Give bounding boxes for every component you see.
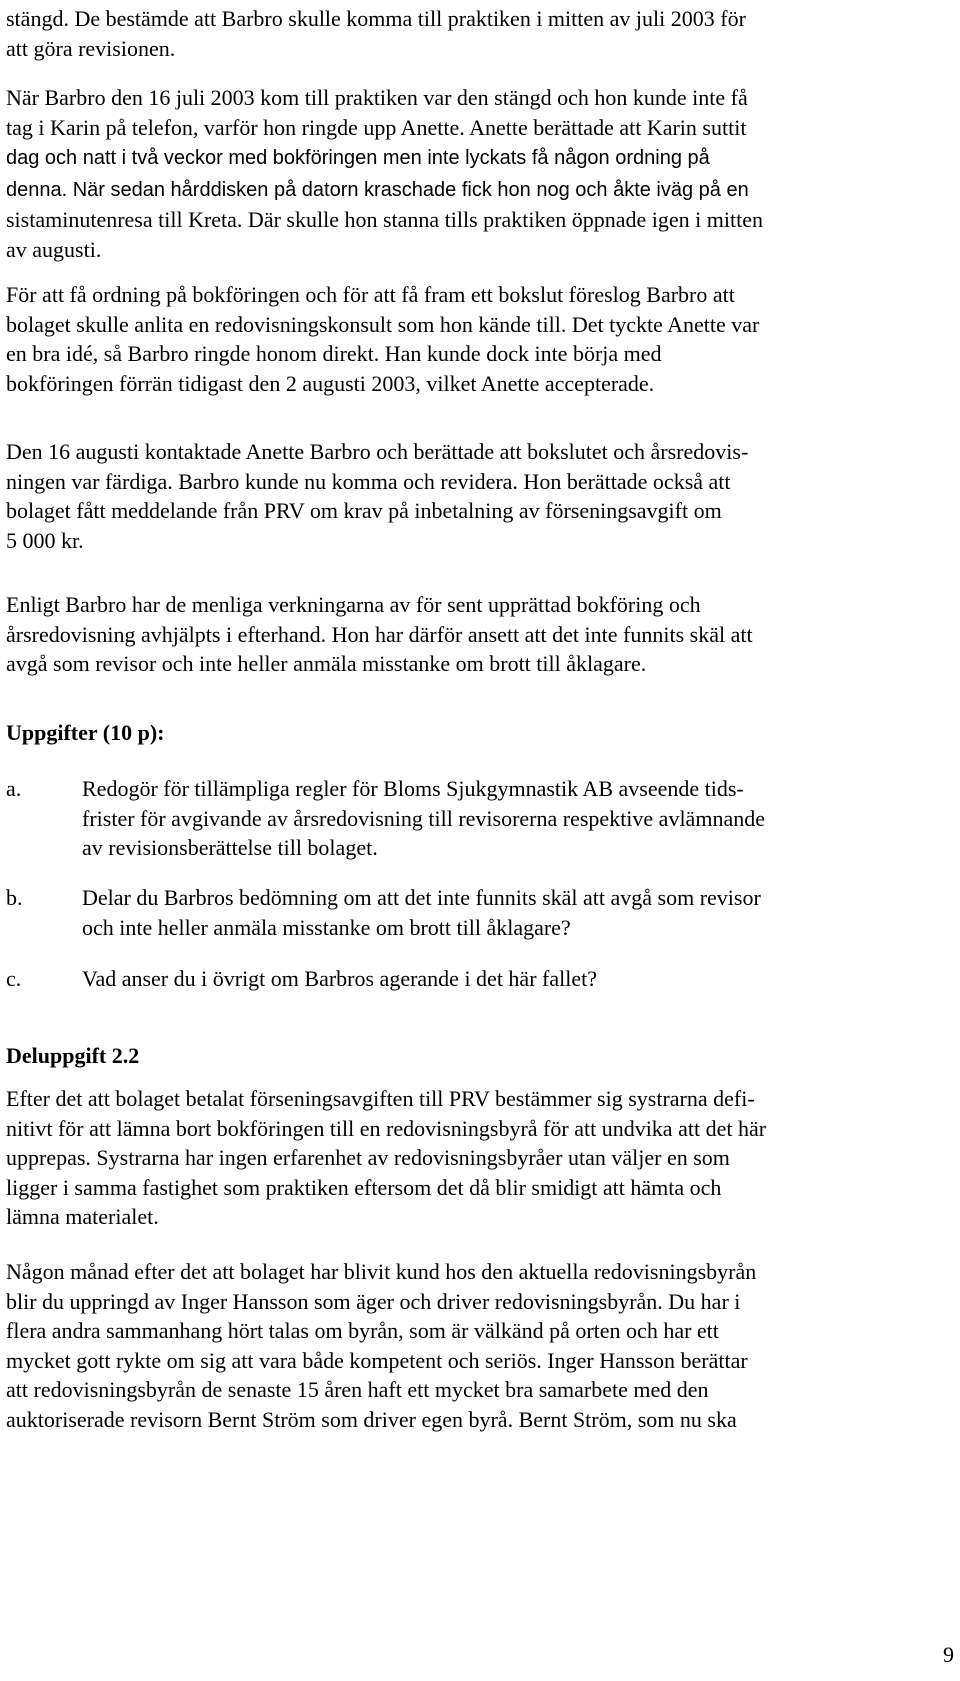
text-line: flera andra sammanhang hört talas om byrån, som är välkänd på orten och har ett: [6, 1318, 719, 1343]
task-letter: c.: [6, 966, 22, 991]
text-line: lämna materialet.: [6, 1204, 159, 1229]
text-line: blir du uppringd av Inger Hansson som äger och driver redovisningsbyrån. Du har i: [6, 1288, 741, 1314]
text-line: Någon månad efter det att bolaget har blivit kund hos den aktuella redovisningsbyrån: [6, 1259, 757, 1284]
text-line: Redogör för tillämpliga regler för Bloms Sjukgymnastik AB avseende tids-: [82, 776, 744, 801]
document-page: [6, 0, 954, 1681]
task-text: [82, 774, 765, 863]
text-line: och inte heller anmäla misstanke om brott till åklagare?: [82, 914, 571, 940]
text-line: nitivt för att lämna bort bokföringen till en redovisningsbyrå för att undvika att det här: [6, 1115, 767, 1141]
text-line: bokföringen förrän tidigast den 2 augusti 2003, vilket Anette accepterade.: [6, 370, 655, 396]
task-letter: b.: [6, 885, 23, 910]
text-line: mycket gott rykte om sig att vara både kompetent och seriös. Inger Hansson berättar: [6, 1347, 748, 1373]
text-line: Efter det att bolaget betalat förseningsavgiften till PRV bestämmer sig systrarna defi-: [6, 1086, 755, 1111]
text-line: Den 16 augusti kontaktade Anette Barbro och berättade att bokslutet och årsredovis-: [6, 439, 749, 464]
text-line: av revisionsberättelse till bolaget.: [82, 835, 378, 860]
task-letter: a.: [6, 776, 22, 801]
paragraph-inger-hansson: [6, 1257, 954, 1434]
text-line: [6, 174, 954, 206]
paragraph-bureau-choice: [6, 1084, 954, 1232]
text-line: När Barbro den 16 juli 2003 kom till praktiken var den stängd och hon kunde inte få: [6, 85, 748, 110]
text-line: Enligt Barbro har de menliga verkningarna av för sent upprättad bokföring och: [6, 592, 701, 617]
section-heading: Deluppgift 2.2: [6, 1043, 140, 1068]
text-line: tag i Karin på telefon, varför hon ringde upp Anette. Anette berättade att Karin suttit: [6, 114, 747, 140]
text-line: sistaminutenresa till Kreta. Där skulle hon stanna tills praktiken öppnade igen i mitten: [6, 207, 763, 232]
paragraph-intro: [6, 4, 954, 63]
text-line: av augusti.: [6, 236, 102, 262]
text-line: stängd. De bestämde att Barbro skulle komma till praktiken i mitten av juli 2003 för: [6, 6, 746, 31]
text-line: 5 000 kr.: [6, 527, 84, 553]
text-line: auktoriserade revisorn Bernt Ström som driver egen byrå. Bernt Ström, som nu ska: [6, 1406, 737, 1432]
paragraph-assessment: [6, 590, 954, 679]
tasks-heading: Uppgifter (10 p):: [6, 720, 165, 745]
text-line: ligger i samma fastighet som praktiken eftersom det då blir smidigt att hämta och: [6, 1174, 722, 1200]
paragraph-visit: [6, 83, 954, 264]
text-line: bolaget skulle anlita en redovisningskonsult som hon kände till. Det tyckte Anette var: [6, 311, 760, 337]
paragraph-consultant: [6, 280, 954, 398]
text-line: För att få ordning på bokföringen och för att få fram ett bokslut föreslog Barbro att: [6, 282, 735, 307]
text-line-sans: denna. När sedan hårddisken på datorn kraschade fick hon nog och åkte iväg på en: [6, 178, 749, 201]
text-line: Vad anser du i övrigt om Barbros agerande i det här fallet?: [82, 966, 597, 991]
text-line: Delar du Barbros bedömning om att det inte funnits skäl att avgå som revisor: [82, 885, 761, 910]
text-line-sans: dag och natt i två veckor med bokföringen men inte lyckats få någon ordning på: [6, 147, 710, 169]
text-line: frister för avgivande av årsredovisning till revisorerna respektive avlämnande: [82, 805, 765, 831]
page-number: 9: [943, 1642, 954, 1667]
task-text: [82, 883, 761, 942]
text-line: bolaget fått meddelande från PRV om krav på inbetalning av förseningsavgift om: [6, 498, 722, 523]
text-line: ningen var färdiga. Barbro kunde nu komma och revidera. Hon berättade också att: [6, 468, 731, 494]
text-line: att göra revisionen.: [6, 35, 176, 61]
text-line: [6, 142, 954, 174]
text-line: upprepas. Systrarna har ingen erfarenhet av redovisningsbyråer utan väljer en som: [6, 1145, 730, 1170]
text-line: avgå som revisor och inte heller anmäla misstanke om brott till åklagare.: [6, 651, 647, 676]
text-line: årsredovisning avhjälpts i efterhand. Hon har därför ansett att det inte funnits skäl att: [6, 621, 753, 647]
text-line: en bra idé, så Barbro ringde honom direkt. Han kunde dock inte börja med: [6, 341, 662, 366]
task-text: [82, 964, 597, 994]
paragraph-annual-report: [6, 437, 954, 555]
text-line: att redovisningsbyrån de senaste 15 åren haft ett mycket bra samarbete med den: [6, 1377, 709, 1402]
